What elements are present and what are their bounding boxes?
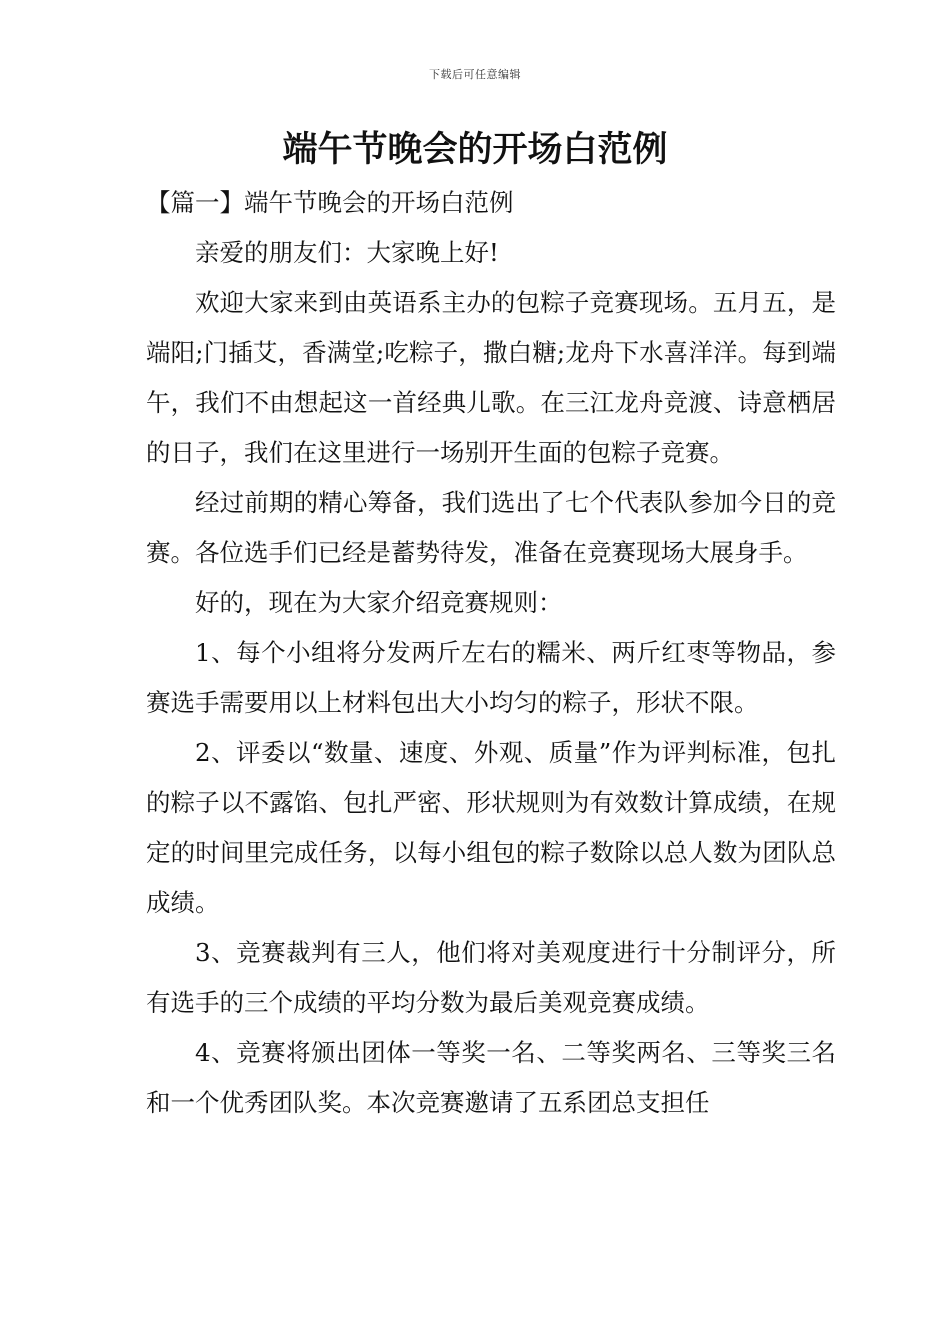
- section-heading: 【篇一】端午节晚会的开场白范例: [146, 188, 514, 217]
- paragraph-greeting: 亲爱的朋友们：大家晚上好!: [195, 238, 499, 267]
- paragraph-rule-1: 1、每个小组将分发两斤左右的糯米、两斤红枣等物品，参赛选手需要用以上材料包出大小均匀的粽子，形状不限。: [146, 638, 836, 717]
- header-note: 下载后可任意编辑: [429, 68, 521, 81]
- paragraph-preparation: 经过前期的精心筹备，我们选出了七个代表队参加今日的竞赛。各位选手们已经是蓄势待发，准备在竞赛现场大展身手。: [146, 488, 836, 567]
- document-body: [146, 178, 836, 1128]
- paragraph-rule-3: 3、竞赛裁判有三人，他们将对美观度进行十分制评分，所有选手的三个成绩的平均分数为最后美观竞赛成绩。: [146, 938, 836, 1017]
- paragraph-rule-2: 2、评委以“数量、速度、外观、质量”作为评判标准，包扎的粽子以不露馅、包扎严密、形状规则为有效数计算成绩，在规定的时间里完成任务，以每小组包的粽子数除以总人数为团队总成绩。: [146, 738, 836, 917]
- paragraph-rules-intro: 好的，现在为大家介绍竞赛规则：: [195, 588, 563, 617]
- paragraph-rule-4: 4、竞赛将颁出团体一等奖一名、二等奖两名、三等奖三名和一个优秀团队奖。本次竞赛邀请了五系团总支担任: [146, 1038, 836, 1117]
- document-title: 端午节晚会的开场白范例: [282, 129, 668, 170]
- paragraph-welcome: 欢迎大家来到由英语系主办的包粽子竞赛现场。五月五，是端阳;门插艾，香满堂;吃粽子，撒白糖;龙舟下水喜洋洋。每到端午，我们不由想起这一首经典儿歌。在三江龙舟竞渡、诗意栖居的日子，我们在这里进行一场别开生面的包粽子竞赛。: [146, 288, 836, 467]
